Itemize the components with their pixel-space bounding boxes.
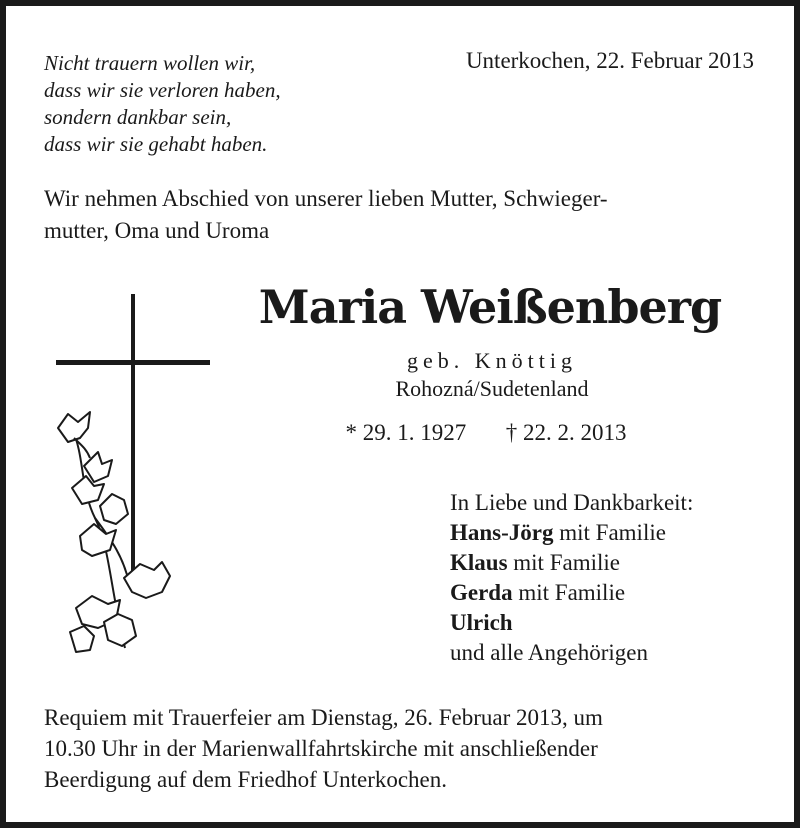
mourners-list: [450, 488, 770, 668]
cross-with-ivy-illustration: [50, 288, 220, 668]
mourner-name: Gerda: [450, 580, 513, 605]
cross-icon: [50, 288, 220, 668]
poem-line: sondern dankbar sein,: [44, 105, 232, 129]
requiem-line: Requiem mit Trauerfeier am Dienstag, 26. Februar 2013, um: [44, 705, 603, 730]
birth-name: geb. Knöttig: [407, 348, 577, 373]
place-of-origin: Rohozná/Sudetenland: [395, 376, 589, 401]
memorial-poem: [44, 50, 374, 158]
place-and-date: Unterkochen, 22. Februar 2013: [465, 48, 754, 73]
life-dates: [286, 420, 686, 446]
mourners-closing: und alle Angehörigen: [450, 640, 649, 665]
poem-line: dass wir sie gehabt haben.: [44, 132, 268, 156]
mourner-entry: [450, 608, 770, 638]
mourner-name: Hans-Jörg: [450, 520, 554, 545]
mourner-suffix: mit Familie: [553, 520, 666, 545]
intro-line: Wir nehmen Abschied von unserer lieben Mutter, Schwieger-: [44, 186, 608, 211]
birth-date: 29. 1. 1927: [362, 420, 467, 445]
farewell-intro: [44, 183, 764, 247]
death-symbol: †: [505, 420, 518, 445]
ivy-icon: [58, 412, 170, 652]
requiem-line: Beerdigung auf dem Friedhof Unterkochen.: [44, 767, 448, 792]
mourner-suffix: mit Familie: [512, 580, 626, 605]
mourner-entry: [450, 578, 770, 608]
birth-symbol: *: [345, 420, 357, 445]
mourner-entry: [450, 518, 770, 548]
poem-line: Nicht trauern wollen wir,: [44, 51, 256, 75]
death-date: 22. 2. 2013: [523, 420, 627, 445]
mourner-name: Ulrich: [450, 610, 513, 635]
mourner-suffix: mit Familie: [507, 550, 620, 575]
mourner-name: Klaus: [450, 550, 508, 575]
requiem-line: 10.30 Uhr in der Marienwallfahrtskirche mit anschließender: [44, 736, 598, 761]
mourners-heading: In Liebe und Dankbarkeit:: [450, 490, 694, 515]
requiem-info: [44, 702, 774, 795]
deceased-name: Maria Weißenberg: [258, 280, 722, 334]
intro-line: mutter, Oma und Uroma: [44, 218, 270, 243]
mourner-entry: [450, 548, 770, 578]
poem-line: dass wir sie verloren haben,: [44, 78, 281, 102]
